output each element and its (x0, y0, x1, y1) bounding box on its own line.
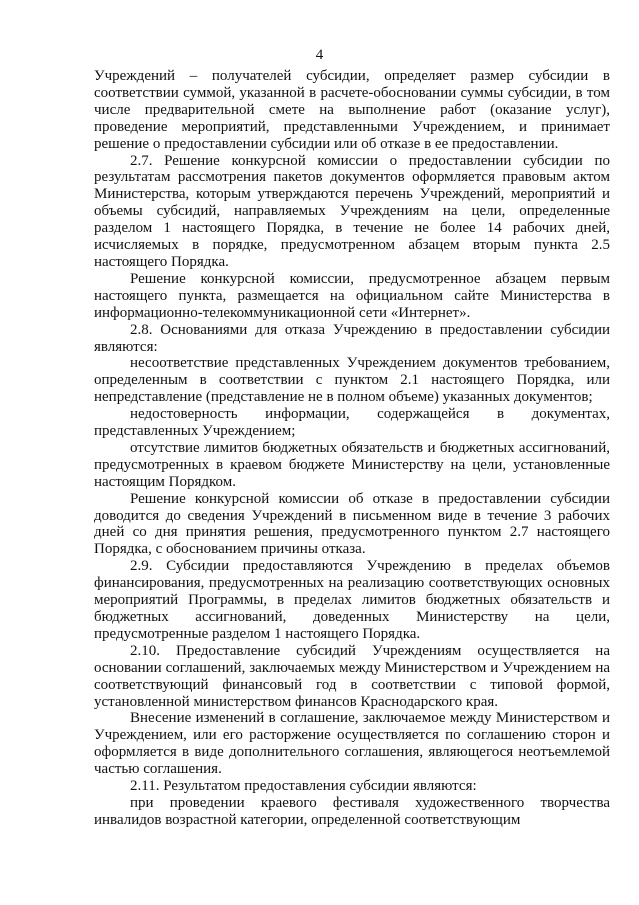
paragraph: 2.10. Предоставление субсидий Учреждениям осуществляется на основании соглашений, заключаемых между Министерством и Учреждением на соответствующий финансовый год в соответствии с типовой формой, установленной министерством финансов Краснодарского края. (94, 642, 610, 710)
paragraph: 2.8. Основаниями для отказа Учреждению в предоставлении субсидии являются: (94, 321, 610, 355)
paragraph: несоответствие представленных Учреждением документов требованием, определенным в соответствии с пунктом 2.1 настоящего Порядка, или непредставление (представление не в полном объеме) указанных документов; (94, 355, 610, 406)
paragraph: 2.11. Результатом предоставления субсидии являются: (130, 778, 477, 795)
paragraph: отсутствие лимитов бюджетных обязательств и бюджетных ассигнований, предусмотренных в краевом бюджете Министерству на цели, установленные настоящим Порядком. (94, 439, 610, 490)
paragraph: Внесение изменений в соглашение, заключаемое между Министерством и Учреждением, или его расторжение осуществляется по соглашению сторон и оформляется в виде дополнительного соглашения, являющегося неотъемлемой частью соглашения. (94, 710, 610, 778)
paragraph: Решение конкурсной комиссии об отказе в предоставлении субсидии доводится до сведения Учреждений в письменном виде в течение 3 рабочих дней со дня принятия решения, предусмотренного пунктом 2.7 настоящего Порядка, с обоснованием причины отказа. (94, 490, 610, 558)
paragraph: Учреждений – получателей субсидии, определяет размер субсидии в соответствии суммой, указанной в расчете-обосновании суммы субсидии, в том числе предварительной смете на выполнение работ (оказание услуг), проведение мероприятий, представленными Учреждением, и принимает решение о предоставлении субсидии или об отказе в ее предоставлении. (94, 68, 610, 152)
paragraph: при проведении краевого фестиваля художественного творчества инвалидов возрастной категории, определенной соответствующим (94, 794, 610, 828)
paragraph: 2.7. Решение конкурсной комиссии о предоставлении субсидии по результатам рассмотрения пакетов документов оформляется правовым актом Министерства, которым утверждаются перечень Учреждений, мероприятий и объемы субсидий, направляемых Учреждениям на цели, определенные разделом 1 настоящего Порядка, в течение не более 14 рабочих дней, исчисляемых в порядке, предусмотренном абзацем вторым пункта 2.5 настоящего Порядка. (94, 152, 610, 270)
document-body (94, 68, 610, 829)
paragraph: недостоверность информации, содержащейся в документах, представленных Учреждением; (94, 406, 610, 440)
paragraph: 2.9. Субсидии предоставляются Учреждению в пределах объемов финансирования, предусмотренных на реализацию соответствующих основных мероприятий Программы, в пределах лимитов бюджетных обязательств и бюджетных ассигнований, доведенных Министерству на цели, предусмотренные разделом 1 настоящего Порядка. (94, 558, 610, 642)
page-number: 4 (315, 47, 324, 63)
paragraph: Решение конкурсной комиссии, предусмотренное абзацем первым настоящего пункта, размещается на официальном сайте Министерства в информационно-телекоммуникационной сети «Интернет». (94, 270, 610, 321)
